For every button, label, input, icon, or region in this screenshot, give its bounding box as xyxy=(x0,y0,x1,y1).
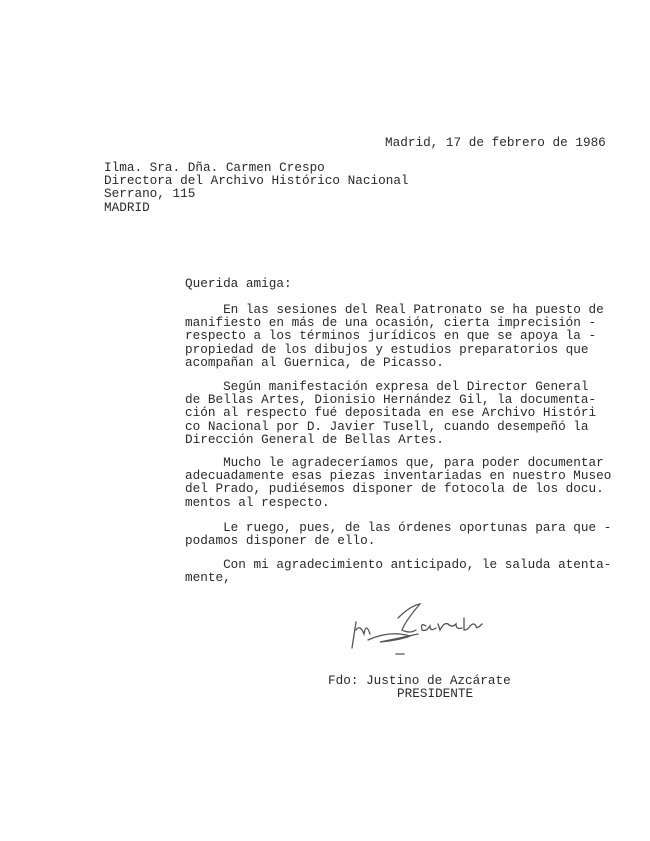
paragraph-5 xyxy=(185,558,611,584)
recipient-line: Ilma. Sra. Dña. Carmen Crespo xyxy=(104,160,325,175)
text-line: co Nacional por D. Javier Tusell, cuando desempeñó la xyxy=(185,418,589,434)
salutation: Querida amiga: xyxy=(185,276,292,291)
paragraph-2 xyxy=(185,380,596,446)
text-line: Le ruego, pues, de las órdenes oportunas para que - xyxy=(185,520,612,535)
handwritten-signature xyxy=(340,600,540,660)
text-line: mente, xyxy=(185,570,231,586)
text-line: Dirección General de Bellas Artes. xyxy=(185,431,444,447)
paragraph-4 xyxy=(185,521,611,547)
text-line: adecuadamente esas piezas inventariadas en nuestro Museo xyxy=(185,468,612,484)
text-line: respecto a los términos jurídicos en que se apoya la - xyxy=(185,328,597,344)
text-line: podamos disponer de ello. xyxy=(185,533,376,549)
recipient-line: Serrano, 115 xyxy=(104,186,196,202)
text-line: de Bellas Artes, Dionisio Hernández Gil, la documenta- xyxy=(185,392,597,408)
recipient-line: Directora del Archivo Histórico Nacional xyxy=(104,173,409,189)
text-line: propiedad de los dibujos y estudios preparatorios que xyxy=(185,341,589,357)
text-line: del Prado, pudiésemos disponer de fotocola de los docu. xyxy=(185,481,604,497)
text-line: manifiesto en más de una ocasión, cierta imprecisión - xyxy=(185,315,597,331)
recipient-address xyxy=(104,161,409,214)
text-line: Según manifestación expresa del Director General xyxy=(185,379,589,394)
paragraph-1 xyxy=(185,303,604,369)
letter-date: Madrid, 17 de febrero de 1986 xyxy=(385,135,606,150)
text-line: acompañan al Guernica, de Picasso. xyxy=(185,354,444,370)
signer-title: PRESIDENTE xyxy=(397,686,474,701)
signed-by: Fdo: Justino de Azcárate xyxy=(328,673,511,688)
paragraph-3 xyxy=(185,456,611,509)
text-line: mentos al respecto. xyxy=(185,494,330,510)
text-line: ción al respecto fué depositada en ese Archivo Históri xyxy=(185,405,597,421)
recipient-line: MADRID xyxy=(104,199,150,215)
text-line: Mucho le agradeceríamos que, para poder documentar xyxy=(185,455,604,470)
text-line: En las sesiones del Real Patronato se ha puesto de xyxy=(185,302,604,317)
text-line: Con mi agradecimiento anticipado, le saluda atenta- xyxy=(185,557,612,572)
